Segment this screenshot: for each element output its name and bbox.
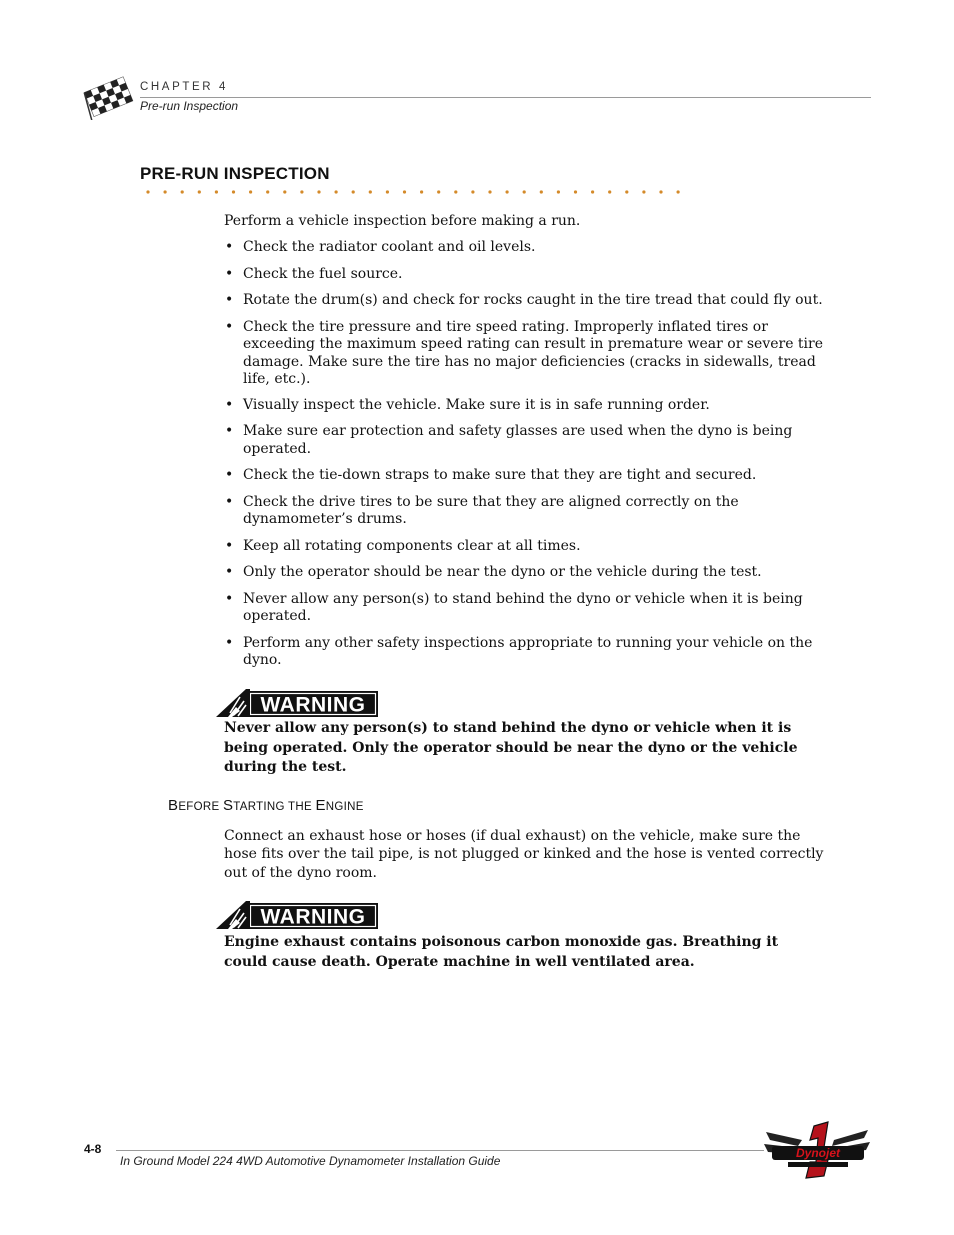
checkered-flag-icon [80, 76, 136, 120]
divider-dot [437, 190, 440, 193]
divider-dot [300, 190, 303, 193]
divider-dot [642, 190, 645, 193]
list-item: • Check the radiator coolant and oil levels. [224, 239, 824, 257]
divider-dot [454, 190, 457, 193]
list-item: • Check the tie-down straps to make sure that they are tight and secured. [224, 467, 824, 485]
divider-dot [574, 190, 577, 193]
divider-dot [523, 190, 526, 193]
list-item: • Keep all rotating components clear at all times. [224, 538, 824, 556]
header-section-name: Pre-run Inspection [140, 99, 239, 113]
footer-title: In Ground Model 224 4WD Automotive Dynamometer Installation Guide [120, 1154, 501, 1168]
list-item: • Check the fuel source. [224, 266, 824, 284]
exhaust-paragraph: Connect an exhaust hose or hoses (if dual exhaust) on the vehicle, make sure the hose fits over the tail pipe, is not plugged or kinked and the hose is vented correctly out of the dyno room. [224, 828, 824, 881]
divider-dot [488, 190, 491, 193]
divider-dot [386, 190, 389, 193]
title-part: B [168, 797, 179, 814]
title-part: S [222, 797, 234, 814]
list-item: • Never allow any person(s) to stand behind the dyno or vehicle when it is being operated. [224, 591, 824, 626]
divider-dot [420, 190, 423, 193]
divider-dot [471, 190, 474, 193]
divider-dot [335, 190, 338, 193]
divider-dot [677, 190, 680, 193]
divider-dot [198, 190, 201, 193]
title-part: EFORE [178, 801, 223, 813]
list-item: • Check the drive tires to be sure that they are aligned correctly on the dynamometer’s drums. [224, 494, 824, 529]
divider-dot [146, 190, 149, 193]
divider-dot [249, 190, 252, 193]
list-item: • Visually inspect the vehicle. Make sure it is in safe running order. [224, 397, 824, 415]
divider-dot [283, 190, 286, 193]
header-rule [140, 97, 871, 98]
divider-dot [591, 190, 594, 193]
chapter-label: CHAPTER 4 [140, 81, 228, 93]
page-number: 4-8 [84, 1142, 102, 1156]
title-part: NGINE [325, 801, 364, 813]
divider-dot [608, 190, 611, 193]
divider-dot [625, 190, 628, 193]
warning-badge [216, 689, 380, 719]
logo-text: Dynojet [795, 1146, 841, 1160]
divider-dot [181, 190, 184, 193]
list-item: • Check the tire pressure and tire speed rating. Improperly inflated tires or exceeding the maximum speed rating can result in premature wear or severe tire damage. Make sure the tire has no major deficiencies (cracks in sidewalls, tread life, etc.). [224, 319, 824, 389]
divider-dot [215, 190, 218, 193]
list-item: • Only the operator should be near the dyno or the vehicle during the test. [224, 564, 824, 582]
divider-dot [352, 190, 355, 193]
warning-badge [216, 901, 380, 931]
divider-dot [369, 190, 372, 193]
list-item: • Make sure ear protection and safety glasses are used when the dyno is being operated. [224, 423, 824, 458]
warning-text: Engine exhaust contains poisonous carbon monoxide gas. Breathing it could cause death. Operate machine in well ventilated area. [224, 934, 779, 970]
divider-dot [164, 190, 167, 193]
intro-text: Perform a vehicle inspection before making a run. [224, 213, 581, 229]
title-part: E [315, 797, 326, 814]
inspection-list [224, 239, 824, 670]
dynojet-logo [762, 1120, 872, 1180]
list-item: • Perform any other safety inspections appropriate to running your vehicle on the dyno. [224, 635, 824, 670]
divider-dot [317, 190, 320, 193]
warning-label: WARNING [260, 693, 366, 717]
divider-dot [506, 190, 509, 193]
list-item: • Rotate the drum(s) and check for rocks caught in the tire tread that could fly out. [224, 292, 824, 310]
divider-dot [557, 190, 560, 193]
divider-dot [659, 190, 662, 193]
divider-dot [266, 190, 269, 193]
dotted-divider [140, 183, 690, 197]
divider-dot [232, 190, 235, 193]
divider-dot [540, 190, 543, 193]
warning-label: WARNING [260, 905, 366, 929]
footer-rule [116, 1150, 764, 1151]
divider-dot [403, 190, 406, 193]
subsection-title [168, 797, 364, 814]
warning-text: Never allow any person(s) to stand behind the dyno or vehicle when it is being operated. Only the operator should be near the dyno or the vehicle during the test. [224, 720, 798, 775]
title-part: TARTING THE [233, 801, 316, 813]
section-title: PRE-RUN INSPECTION [140, 164, 330, 183]
